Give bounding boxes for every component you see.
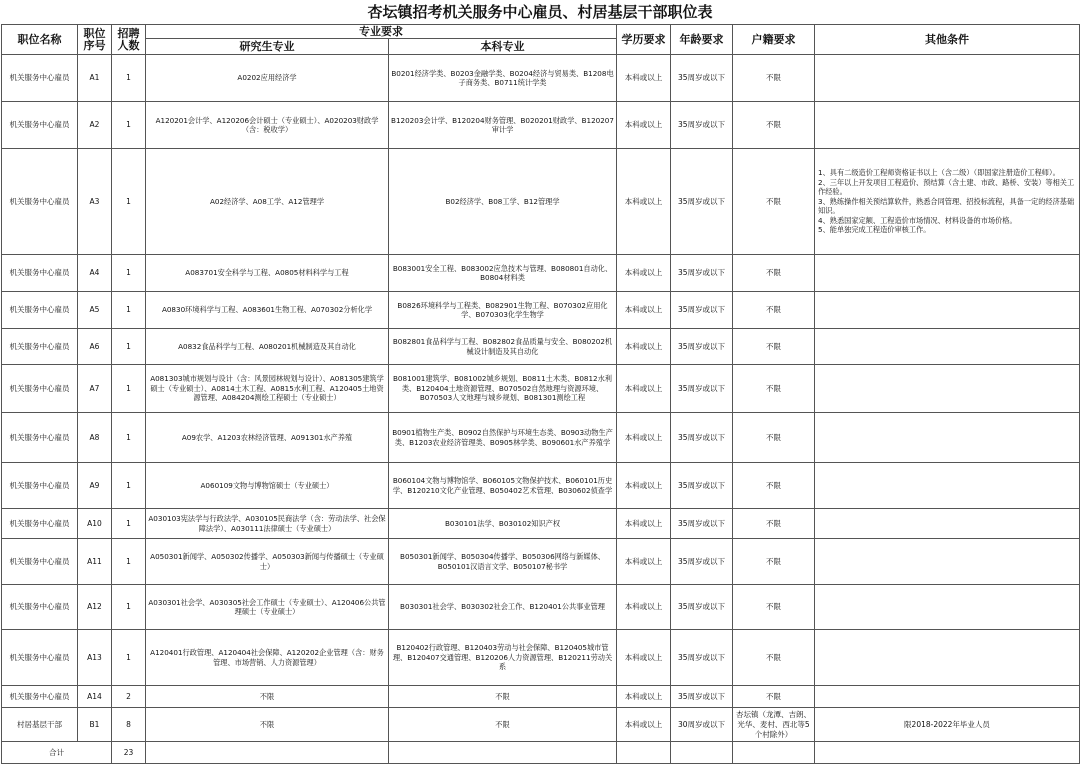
ug-major-cell: B060104文物与博物馆学、B060105文物保护技术、B060101历史学、B120210文化产业管理、B050402艺术管理、B030602侦查学	[389, 463, 617, 509]
position-cell: 机关服务中心雇员	[2, 686, 78, 708]
grad-major-cell: A120401行政管理、A120404社会保障、A120202企业管理（含：财务管理、市场营销、人力资源管理）	[146, 630, 389, 686]
grad-major-cell: A0202应用经济学	[146, 55, 389, 102]
ug-major-cell: B02经济学、B08工学、B12管理学	[389, 149, 617, 255]
header-hukou: 户籍要求	[733, 25, 815, 55]
grad-major-cell: A081303城市规划与设计（含：风景园林规划与设计）、A081305建筑学硕士（专业硕士）、A0814土木工程、A0815水利工程、A120405土地资源管理、A084204测绘工程硕士（专业硕士）	[146, 365, 389, 413]
ug-major-cell: B081001建筑学、B081002城乡规划、B0811土木类、B0812水利类、B120404土地资源管理、B070502自然地理与资源环境、B070503人文地理与城乡规划、B081301测绘工程	[389, 365, 617, 413]
age-cell: 35周岁或以下	[671, 686, 733, 708]
education-cell: 本科或以上	[617, 329, 671, 365]
age-cell: 35周岁或以下	[671, 255, 733, 292]
other-cell	[815, 686, 1080, 708]
other-cell	[815, 292, 1080, 329]
position-cell: 机关服务中心雇员	[2, 413, 78, 463]
age-cell: 35周岁或以下	[671, 55, 733, 102]
header-major: 专业要求	[146, 25, 617, 39]
grad-major-cell: 不限	[146, 708, 389, 742]
hukou-cell: 不限	[733, 55, 815, 102]
ug-major-cell: B0201经济学类、B0203金融学类、B0204经济与贸易类、B1208电子商务类、B0711统计学类	[389, 55, 617, 102]
grad-major-cell: A0832食品科学与工程、A080201机械制造及其自动化	[146, 329, 389, 365]
code-cell: A12	[78, 585, 112, 630]
table-row	[2, 539, 1080, 585]
count-cell: 1	[112, 102, 146, 149]
hukou-cell: 不限	[733, 509, 815, 539]
other-cell	[815, 329, 1080, 365]
count-cell: 1	[112, 55, 146, 102]
age-cell: 35周岁或以下	[671, 463, 733, 509]
code-cell: A1	[78, 55, 112, 102]
code-cell: A2	[78, 102, 112, 149]
total-row	[2, 742, 1080, 764]
other-cell: 1、具有二级造价工程师资格证书以上（含二级）（即国家注册造价工程师）。 2、三年以上开发项目工程造价、预结算（含土建、市政、路桥、安装）等相关工作经验。 3、熟练操作相关预结算软件，熟悉合同管理、招投标流程，具备一定的经济基础知识。 4、熟悉国家定额、工程造价市场情况、材料设备的市场价格。 5、能单独完成工程造价审核工作。	[815, 149, 1080, 255]
header-grad-major: 研究生专业	[146, 39, 389, 55]
age-cell: 35周岁或以下	[671, 509, 733, 539]
position-cell: 机关服务中心雇员	[2, 509, 78, 539]
ug-major-cell: B082801食品科学与工程、B082802食品质量与安全、B080202机械设计制造及其自动化	[389, 329, 617, 365]
age-cell: 35周岁或以下	[671, 292, 733, 329]
age-cell: 35周岁或以下	[671, 329, 733, 365]
position-cell: 机关服务中心雇员	[2, 292, 78, 329]
grad-major-cell: A120201会计学、A120206会计硕士（专业硕士）、A020203财政学（含：税收学）	[146, 102, 389, 149]
education-cell: 本科或以上	[617, 55, 671, 102]
count-cell: 1	[112, 413, 146, 463]
other-cell	[815, 255, 1080, 292]
position-cell: 机关服务中心雇员	[2, 585, 78, 630]
table-row	[2, 585, 1080, 630]
count-cell: 1	[112, 365, 146, 413]
grad-major-cell: A030301社会学、A030305社会工作硕士（专业硕士）、A120406公共管理硕士（专业硕士）	[146, 585, 389, 630]
position-cell: 机关服务中心雇员	[2, 463, 78, 509]
hukou-cell: 不限	[733, 255, 815, 292]
education-cell: 本科或以上	[617, 255, 671, 292]
education-cell: 本科或以上	[617, 686, 671, 708]
ug-major-cell: B120203会计学、B120204财务管理、B020201财政学、B120207审计学	[389, 102, 617, 149]
ug-major-cell: B030101法学、B030102知识产权	[389, 509, 617, 539]
count-cell: 1	[112, 585, 146, 630]
other-cell	[815, 102, 1080, 149]
count-cell: 1	[112, 539, 146, 585]
education-cell: 本科或以上	[617, 413, 671, 463]
table-row	[2, 463, 1080, 509]
code-cell: A9	[78, 463, 112, 509]
other-cell: 限2018-2022年毕业人员	[815, 708, 1080, 742]
age-cell: 35周岁或以下	[671, 102, 733, 149]
other-cell	[815, 630, 1080, 686]
code-cell: A8	[78, 413, 112, 463]
education-cell: 本科或以上	[617, 630, 671, 686]
code-cell: A7	[78, 365, 112, 413]
header-age: 年龄要求	[671, 25, 733, 55]
header-ug-major: 本科专业	[389, 39, 617, 55]
code-cell: A5	[78, 292, 112, 329]
table-row	[2, 630, 1080, 686]
age-cell: 35周岁或以下	[671, 585, 733, 630]
hukou-cell: 不限	[733, 365, 815, 413]
count-cell: 1	[112, 149, 146, 255]
grad-major-cell: A030103宪法学与行政法学、A030105民商法学（含：劳动法学、社会保障法学）、A030111法律硕士（专业硕士）	[146, 509, 389, 539]
count-cell: 1	[112, 292, 146, 329]
table-row	[2, 329, 1080, 365]
header-count: 招聘 人数	[112, 25, 146, 55]
table-row	[2, 255, 1080, 292]
education-cell: 本科或以上	[617, 708, 671, 742]
education-cell: 本科或以上	[617, 292, 671, 329]
hukou-cell: 不限	[733, 102, 815, 149]
ug-major-cell: B0826环境科学与工程类、B082901生物工程、B070302应用化学、B070303化学生物学	[389, 292, 617, 329]
table-row	[2, 55, 1080, 102]
code-cell: A14	[78, 686, 112, 708]
code-cell: A10	[78, 509, 112, 539]
table-row	[2, 686, 1080, 708]
hukou-cell: 不限	[733, 329, 815, 365]
position-cell: 机关服务中心雇员	[2, 630, 78, 686]
ug-major-cell: 不限	[389, 686, 617, 708]
ug-major-cell: 不限	[389, 708, 617, 742]
other-cell	[815, 55, 1080, 102]
hukou-cell: 不限	[733, 585, 815, 630]
table-row	[2, 365, 1080, 413]
position-cell: 机关服务中心雇员	[2, 365, 78, 413]
hukou-cell: 不限	[733, 463, 815, 509]
ug-major-cell: B083001安全工程、B083002应急技术与管理、B080801自动化、B0804材料类	[389, 255, 617, 292]
header-position: 职位名称	[2, 25, 78, 55]
count-cell: 1	[112, 630, 146, 686]
age-cell: 35周岁或以下	[671, 413, 733, 463]
position-cell: 机关服务中心雇员	[2, 149, 78, 255]
position-cell: 机关服务中心雇员	[2, 102, 78, 149]
other-cell	[815, 365, 1080, 413]
count-cell: 1	[112, 463, 146, 509]
hukou-cell: 不限	[733, 630, 815, 686]
education-cell: 本科或以上	[617, 365, 671, 413]
education-cell: 本科或以上	[617, 102, 671, 149]
other-cell	[815, 509, 1080, 539]
education-cell: 本科或以上	[617, 149, 671, 255]
grad-major-cell: A02经济学、A08工学、A12管理学	[146, 149, 389, 255]
count-cell: 2	[112, 686, 146, 708]
hukou-cell: 不限	[733, 149, 815, 255]
education-cell: 本科或以上	[617, 463, 671, 509]
other-cell	[815, 585, 1080, 630]
ug-major-cell: B030301社会学、B030302社会工作、B120401公共事业管理	[389, 585, 617, 630]
grad-major-cell: 不限	[146, 686, 389, 708]
hukou-cell: 不限	[733, 292, 815, 329]
grad-major-cell: A050301新闻学、A050302传播学、A050303新闻与传播硕士（专业硕士）	[146, 539, 389, 585]
count-cell: 1	[112, 509, 146, 539]
education-cell: 本科或以上	[617, 509, 671, 539]
page-title: 杏坛镇招考机关服务中心雇员、村居基层干部职位表	[367, 3, 713, 21]
table-row	[2, 102, 1080, 149]
position-cell: 机关服务中心雇员	[2, 255, 78, 292]
position-cell: 机关服务中心雇员	[2, 329, 78, 365]
grad-major-cell: A0830环境科学与工程、A083601生物工程、A070302分析化学	[146, 292, 389, 329]
grad-major-cell: A09农学、A1203农林经济管理、A091301水产养殖	[146, 413, 389, 463]
position-cell: 村居基层干部	[2, 708, 78, 742]
table-row	[2, 509, 1080, 539]
age-cell: 35周岁或以下	[671, 539, 733, 585]
hukou-cell: 不限	[733, 413, 815, 463]
table-row	[2, 149, 1080, 255]
age-cell: 30周岁或以下	[671, 708, 733, 742]
positions-table	[1, 24, 1080, 764]
code-cell: B1	[78, 708, 112, 742]
table-row	[2, 292, 1080, 329]
ug-major-cell: B050301新闻学、B050304传播学、B050306网络与新媒体、B050101汉语言文学、B050107秘书学	[389, 539, 617, 585]
hukou-cell: 杏坛镇（龙潭、吉朗、光华、麦村、西北等5个村除外）	[733, 708, 815, 742]
age-cell: 35周岁或以下	[671, 149, 733, 255]
grad-major-cell: A060109文物与博物馆硕士（专业硕士）	[146, 463, 389, 509]
age-cell: 35周岁或以下	[671, 630, 733, 686]
other-cell	[815, 539, 1080, 585]
education-cell: 本科或以上	[617, 585, 671, 630]
header-other: 其他条件	[815, 25, 1080, 55]
ug-major-cell: B0901植物生产类、B0902自然保护与环境生态类、B0903动物生产类、B1203农业经济管理类、B0905林学类、B090601水产养殖学	[389, 413, 617, 463]
code-cell: A11	[78, 539, 112, 585]
hukou-cell: 不限	[733, 686, 815, 708]
table-row	[2, 413, 1080, 463]
ug-major-cell: B120402行政管理、B120403劳动与社会保障、B120405城市管理、B120407交通管理、B120206人力资源管理、B120211劳动关系	[389, 630, 617, 686]
age-cell: 35周岁或以下	[671, 365, 733, 413]
total-count: 23	[112, 742, 146, 764]
count-cell: 1	[112, 255, 146, 292]
total-label: 合计	[2, 742, 112, 764]
count-cell: 8	[112, 708, 146, 742]
other-cell	[815, 413, 1080, 463]
table-row	[2, 708, 1080, 742]
hukou-cell: 不限	[733, 539, 815, 585]
header-code: 职位 序号	[78, 25, 112, 55]
other-cell	[815, 463, 1080, 509]
position-cell: 机关服务中心雇员	[2, 55, 78, 102]
count-cell: 1	[112, 329, 146, 365]
code-cell: A3	[78, 149, 112, 255]
header-education: 学历要求	[617, 25, 671, 55]
position-cell: 机关服务中心雇员	[2, 539, 78, 585]
education-cell: 本科或以上	[617, 539, 671, 585]
code-cell: A13	[78, 630, 112, 686]
code-cell: A6	[78, 329, 112, 365]
code-cell: A4	[78, 255, 112, 292]
grad-major-cell: A083701安全科学与工程、A0805材料科学与工程	[146, 255, 389, 292]
